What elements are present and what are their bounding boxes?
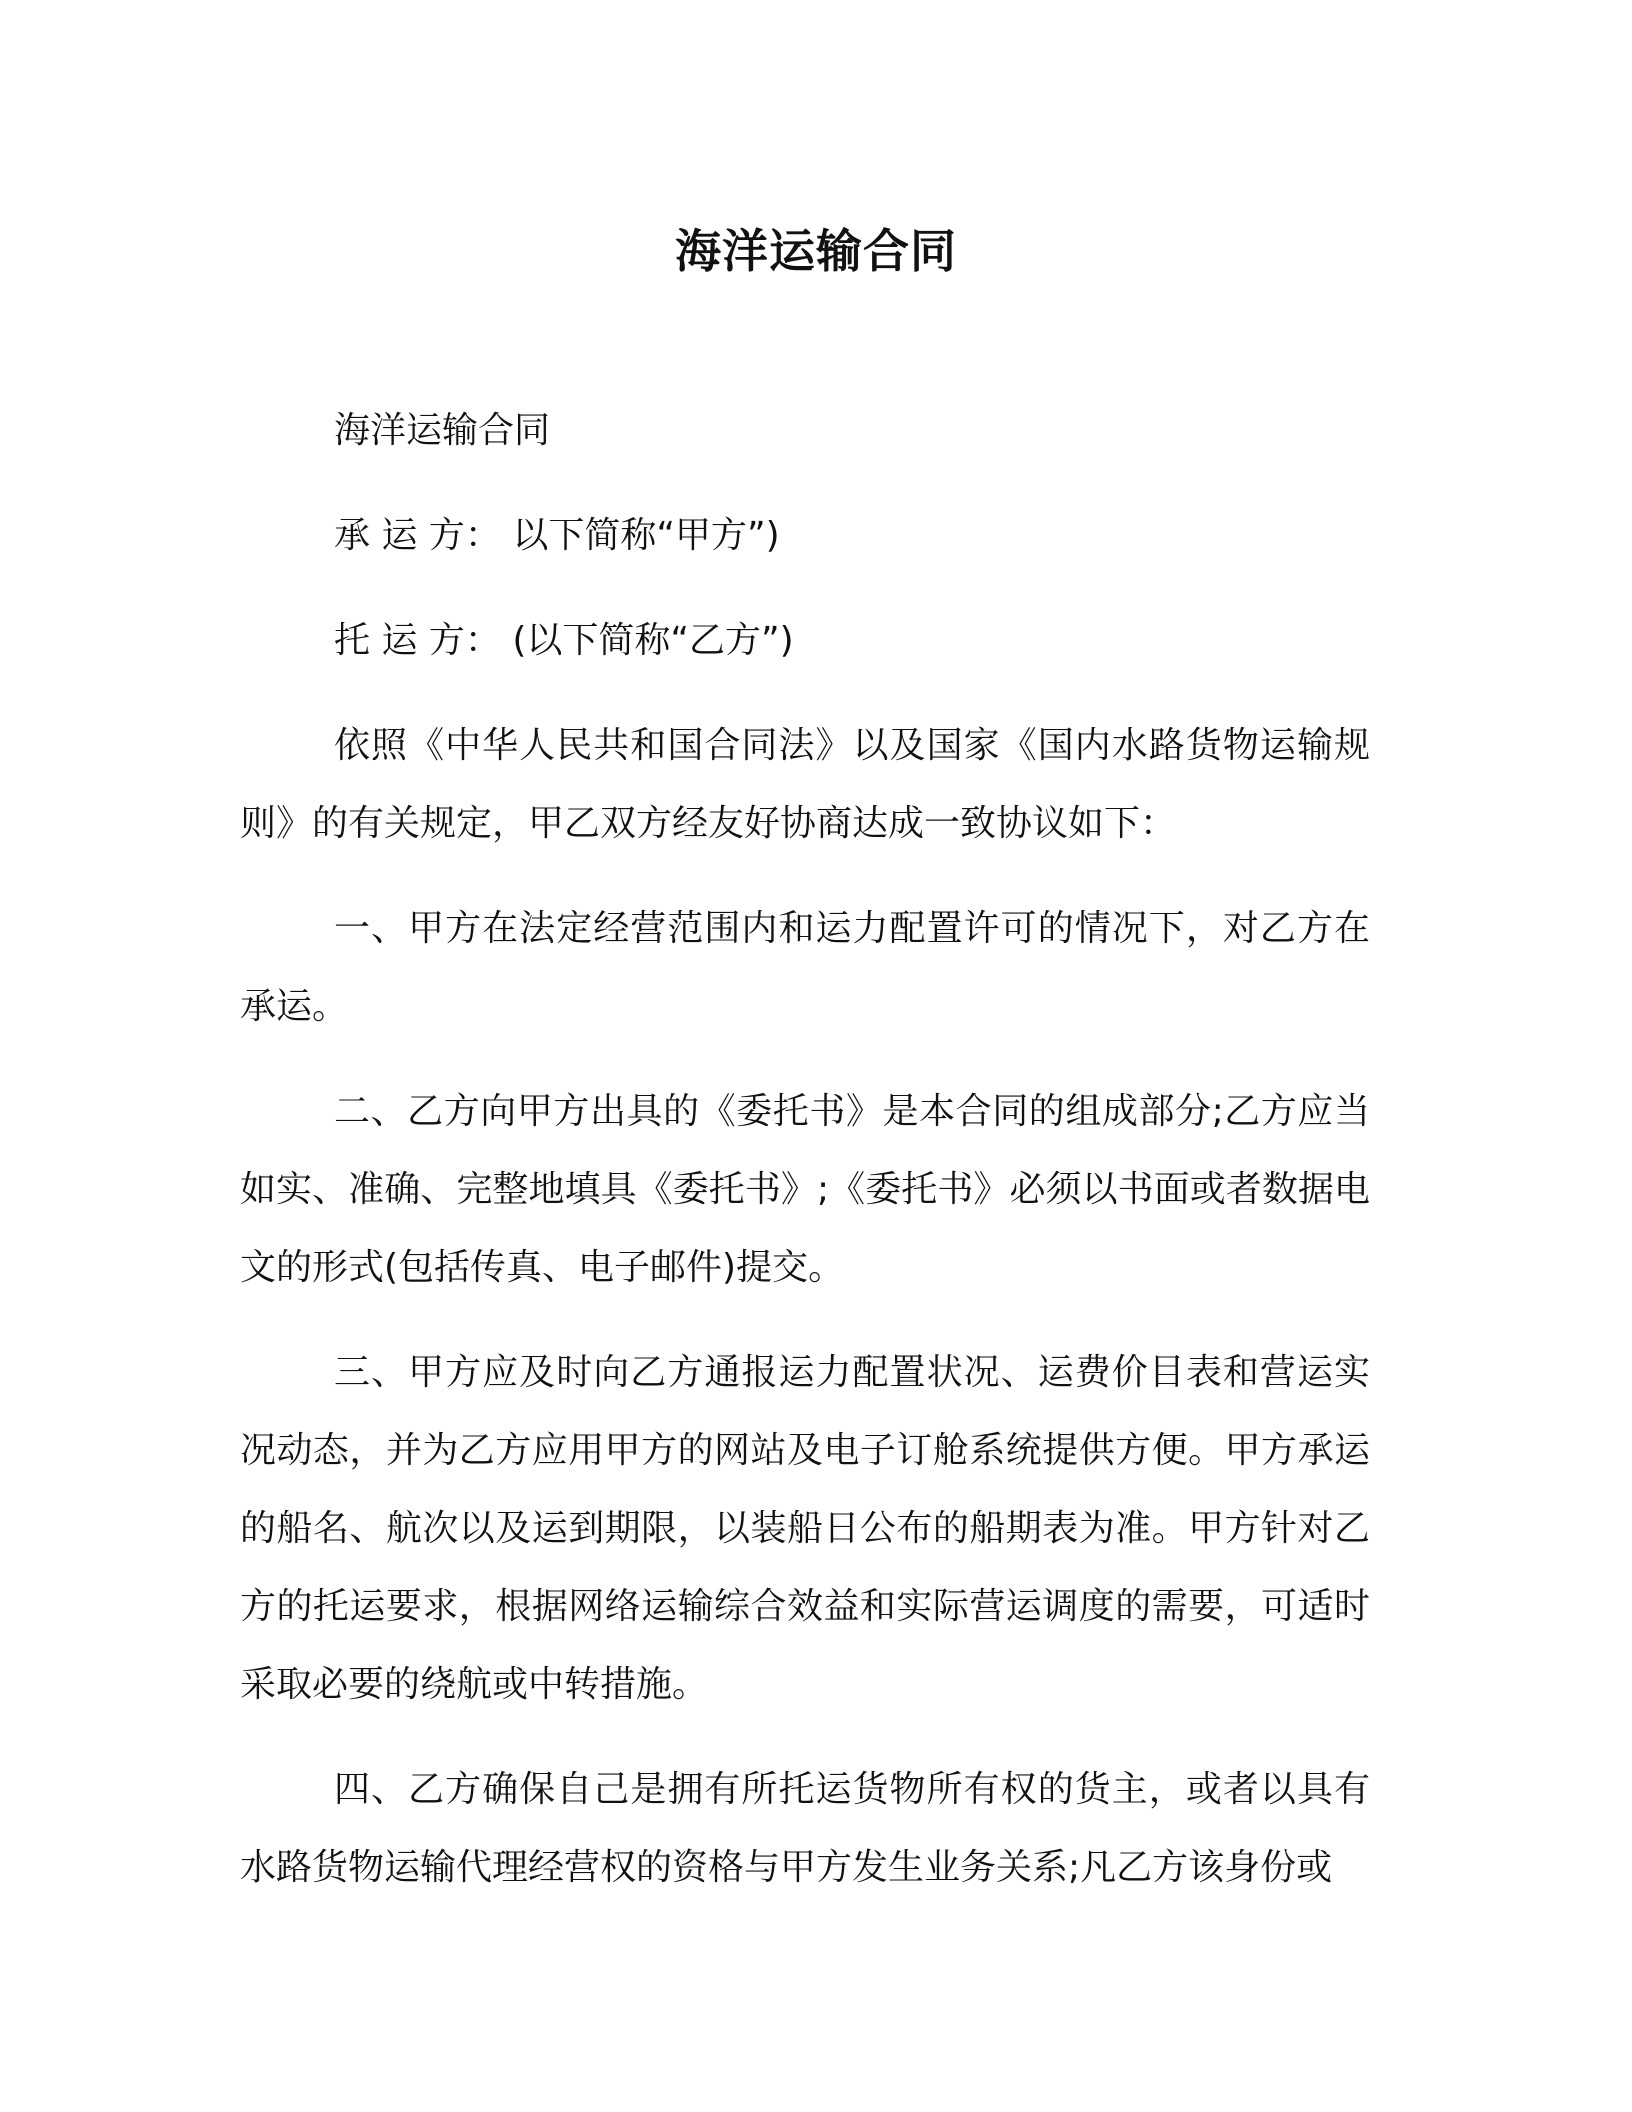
document-body bbox=[240, 392, 1370, 1934]
paragraph-clause-1: 一、甲方在法定经营范围内和运力配置许可的情况下，对乙方在承运。 bbox=[240, 908, 1370, 1027]
paragraph-clause-2: 二、乙方向甲方出具的《委托书》是本合同的组成部分;乙方应当如实、准确、完整地填具《委托书》;《委托书》必须以书面或者数据电文的形式(包括传真、电子邮件)提交。 bbox=[240, 1091, 1370, 1288]
paragraph-carrier: 承 运 方： 以下简称“甲方”) bbox=[334, 515, 780, 556]
paragraph-shipper: 托 运 方： (以下简称“乙方”) bbox=[334, 620, 794, 661]
document-title: 海洋运输合同 bbox=[675, 224, 957, 278]
paragraph-clause-4: 四、乙方确保自己是拥有所托运货物所有权的货主，或者以具有水路货物运输代理经营权的资格与甲方发生业务关系;凡乙方该身份或 bbox=[240, 1769, 1370, 1888]
paragraph-subtitle: 海洋运输合同 bbox=[334, 410, 551, 451]
paragraph-clause-3: 三、甲方应及时向乙方通报运力配置状况、运费价目表和营运实况动态，并为乙方应用甲方的网站及电子订舱系统提供方便。甲方承运的船名、航次以及运到期限，以装船日公布的船期表为准。甲方针对乙方的托运要求，根据网络运输综合效益和实际营运调度的需要，可适时采取必要的绕航或中转措施。 bbox=[240, 1352, 1370, 1705]
paragraph-preamble: 依照《中华人民共和国合同法》以及国家《国内水路货物运输规则》的有关规定，甲乙双方经友好协商达成一致协议如下： bbox=[240, 725, 1370, 844]
